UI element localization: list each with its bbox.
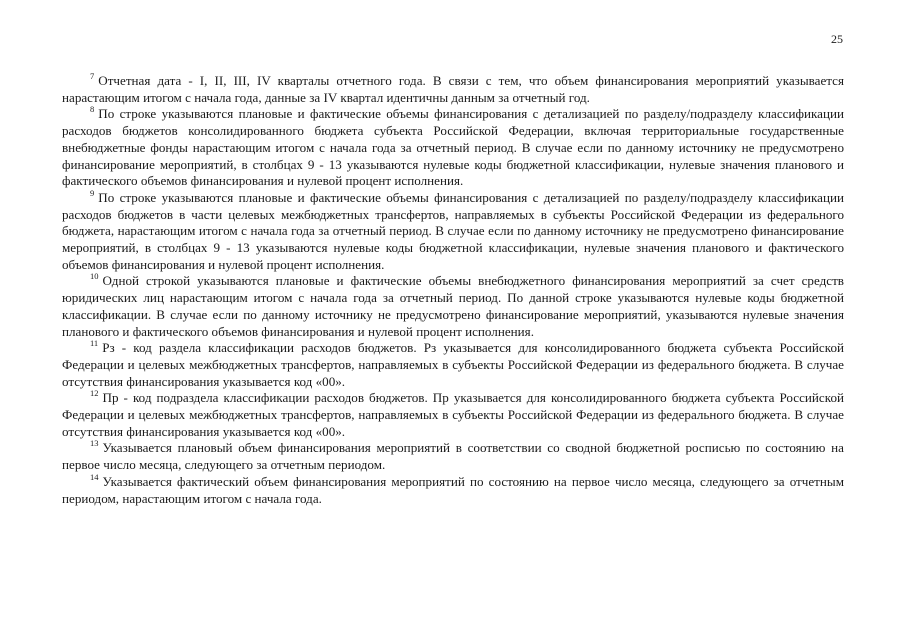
footnote-mark: 8: [90, 104, 95, 115]
footnote-mark: 14: [90, 471, 99, 482]
footnote-mark: 11: [90, 338, 99, 349]
footnote-9: [62, 187, 844, 274]
footnotes-section: [62, 73, 844, 507]
footnote-13: [62, 440, 844, 473]
footnote-mark: 9: [90, 187, 95, 198]
footnote-10: [62, 273, 844, 340]
footnote-14: [62, 471, 844, 507]
footnote-text: Указывается фактический объем финансирования мероприятий по состоянию на первое число месяца, следующего за отчетным периодом, нарастающим итогом с начала года.: [62, 473, 844, 506]
footnote-mark: 10: [90, 271, 99, 282]
footnote-mark: 7: [90, 71, 95, 81]
footnote-text: По строке указываются плановые и фактические объемы финансирования с детализацией по разделу/подразделу классификации расходов бюджетов консолидированного бюджета субъекта Российской Федерации, включая территориальные государственные внебюджетные фонды нарастающим итогом с начала года за отчетный период. В случае если по данному источнику не предусмотрено финансирование мероприятий, в столбцах 9 - 13 указываются нулевые коды бюджетной классификации, нулевые значения планового и фактического объемов финансирования и нулевой процент исполнения.: [62, 106, 844, 189]
footnote-text: По строке указываются плановые и фактические объемы финансирования с детализацией по разделу/подразделу классификации расходов бюджетов в части целевых межбюджетных трансфертов, направляемых в субъекты Российской Федерации из федерального бюджета, нарастающим итогом с начала года за отчетный период. В случае если по данному источнику не предусмотрено финансирование мероприятий, в столбцах 9 - 13 указываются нулевые коды бюджетной классификации, нулевые значения планового и фактического объемов финансирования и нулевой процент исполнения.: [62, 189, 844, 272]
footnote-text: Пр - код подраздела классификации расходов бюджетов. Пр указывается для консолидированного бюджета субъекта Российской Федерации и целевых межбюджетных трансфертов, направляемых в субъекты Российской Федерации из федерального бюджета. В случае отсутствия финансирования указывается код «00».: [62, 390, 844, 439]
footnote-text: Отчетная дата - I, II, III, IV кварталы отчетного года. В связи с тем, что объем финансирования мероприятий указывается нарастающим итогом с начала года, данные за IV квартал идентичны данным за отчетный год.: [62, 73, 844, 105]
page-number: 25: [831, 32, 843, 46]
footnote-8: [62, 106, 844, 190]
footnote-11: [62, 340, 844, 390]
footnote-mark: 12: [90, 388, 99, 399]
footnote-text: Указывается плановый объем финансирования мероприятий в соответствии со сводной бюджетной росписью по состоянию на первое число месяца, следующего за отчетным периодом.: [62, 440, 844, 473]
footnote-7: [62, 73, 844, 106]
footnote-mark: 13: [90, 438, 99, 449]
footnote-text: Одной строкой указываются плановые и фактические объемы внебюджетного финансирования мероприятий за счет средств юридических лиц нарастающим итогом с начала года за отчетный период. По данной строке указываются нулевые коды бюджетной классификации. В случае если по данному источнику не предусмотрено финансирование мероприятий, указываются нулевые значения планового и фактического объемов финансирования и нулевой процент исполнения.: [62, 273, 844, 339]
footnote-12: [62, 390, 844, 440]
footnote-text: Рз - код раздела классификации расходов бюджетов. Рз указывается для консолидированного бюджета субъекта Российской Федерации и целевых межбюджетных трансфертов, направляемых в субъекты Российской Федерации из федерального бюджета. В случае отсутствия финансирования указывается код «00».: [62, 340, 844, 389]
